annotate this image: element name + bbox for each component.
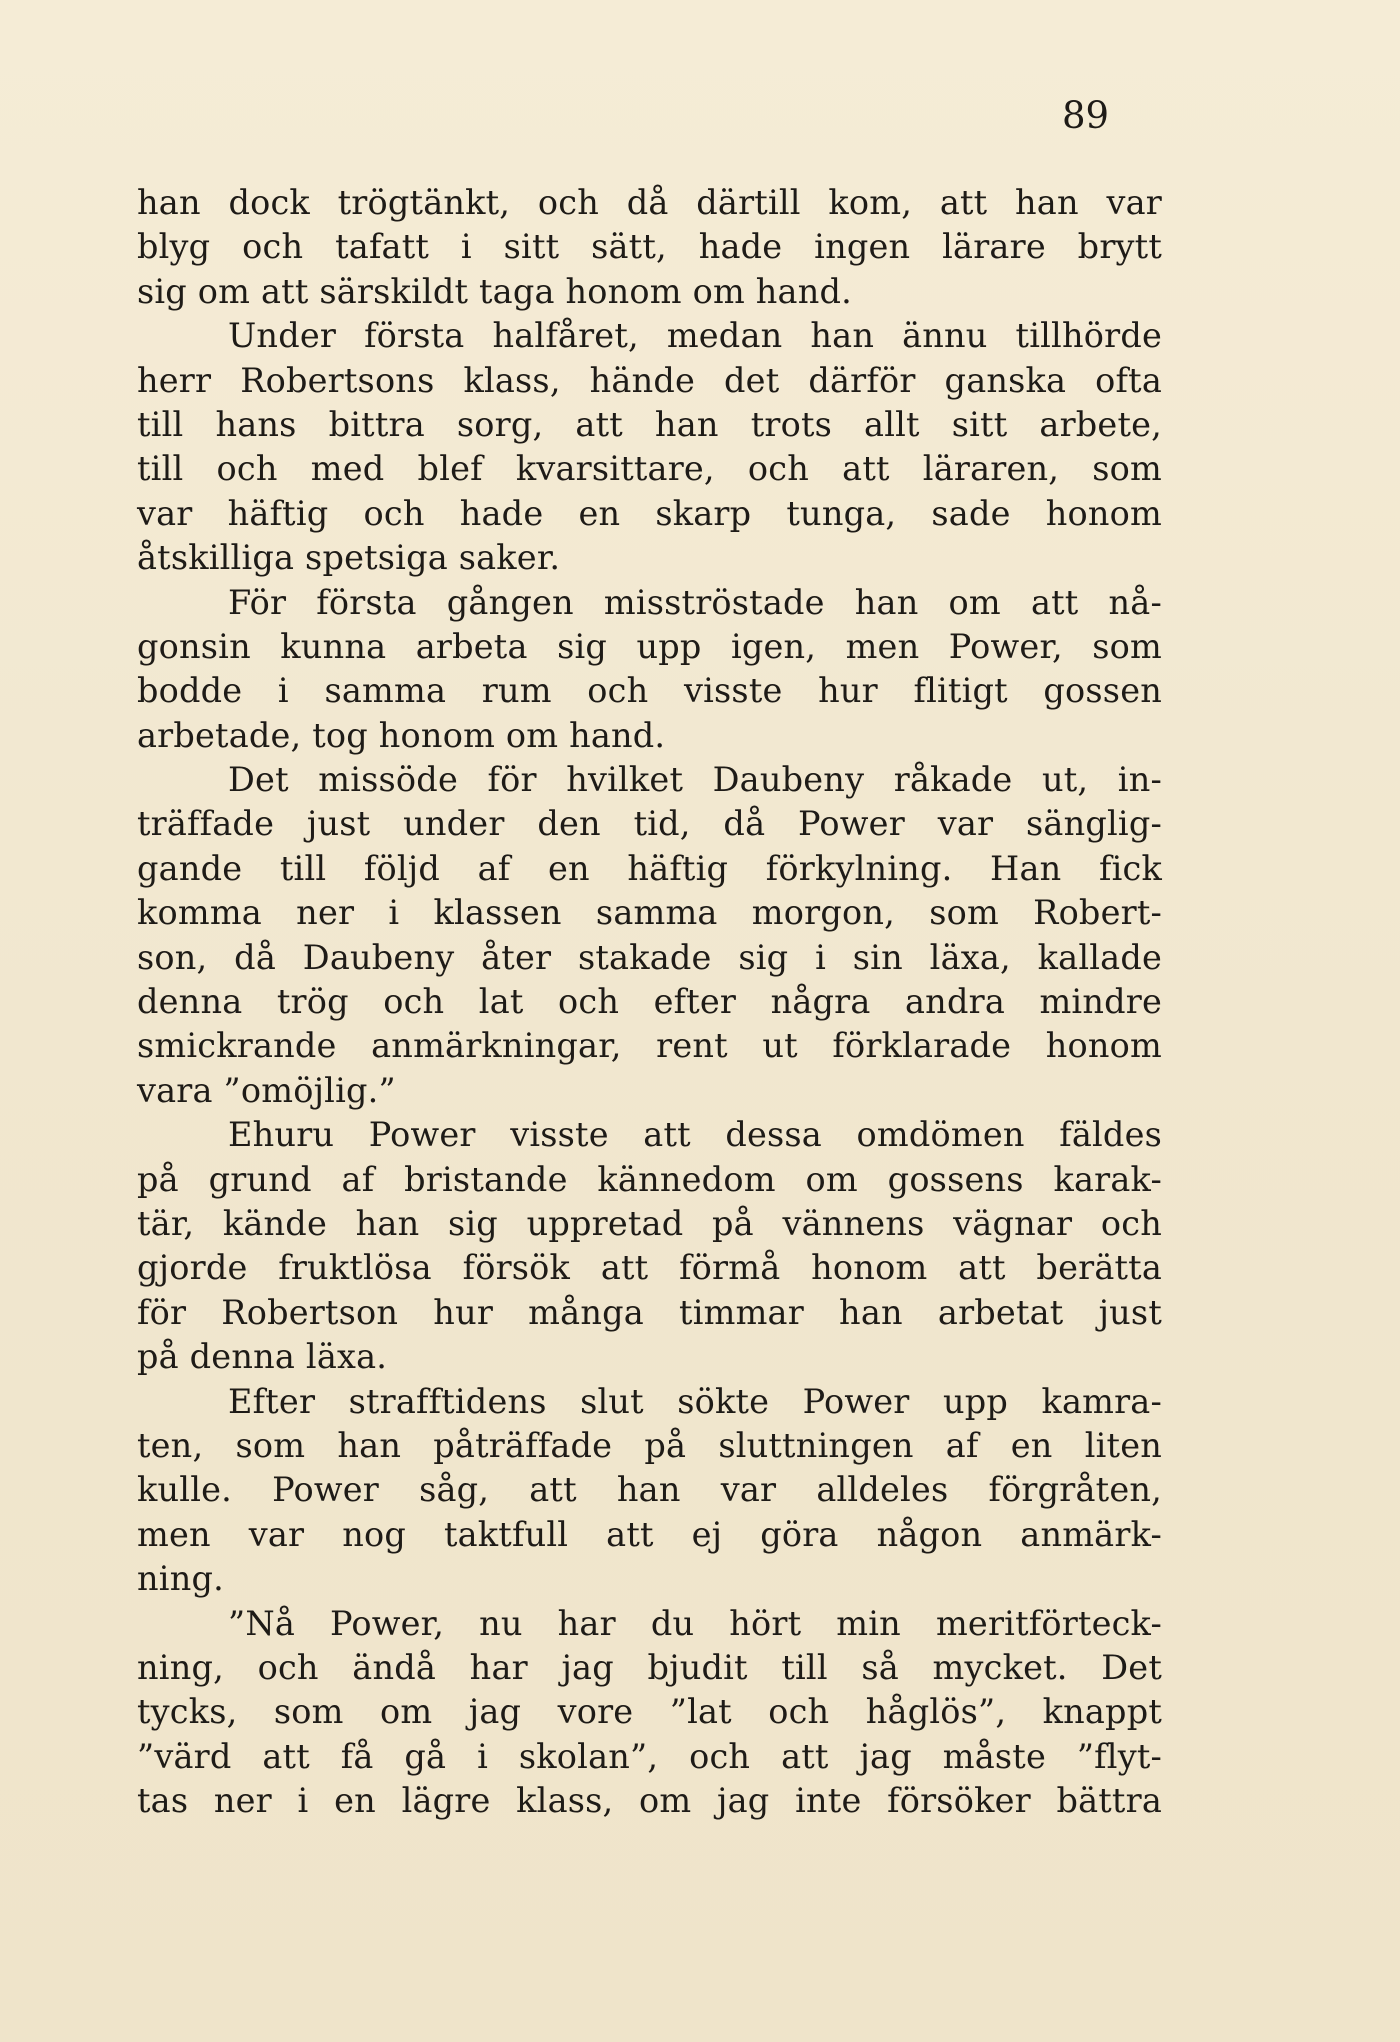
text-line: ”värd att få gå i skolan”, och att jag måste ”flyt-: [137, 1736, 1162, 1776]
text-line: ning, och ändå har jag bjudit till så mycket. Det: [137, 1647, 1162, 1687]
text-line: tycks, som om jag vore ”lat och håglös”, knappt: [137, 1692, 1162, 1732]
text-line: träffade just under den tid, då Power var sänglig-: [137, 804, 1162, 844]
text-line: ten, som han påträffade på sluttningen af en liten: [137, 1425, 1162, 1465]
text-line: son, då Daubeny åter stakade sig i sin läxa, kallade: [137, 937, 1162, 977]
text-line: denna trög och lat och efter några andra mindre: [137, 982, 1162, 1022]
text-line: kulle. Power såg, att han var alldeles förgråten,: [137, 1470, 1162, 1510]
text-line: på denna läxa.: [137, 1337, 388, 1377]
text-line: tas ner i en lägre klass, om jag inte försöker bättra: [137, 1781, 1162, 1821]
text-line: arbetade, tog honom om hand.: [137, 715, 666, 755]
text-line: ning.: [137, 1559, 224, 1599]
text-line: bodde i samma rum och visste hur flitigt gossen: [137, 671, 1162, 711]
text-line: blyg och tafatt i sitt sätt, hade ingen lärare brytt: [137, 227, 1162, 267]
body-text: [137, 181, 1162, 1823]
text-line: Ehuru Power visste att dessa omdömen fäldes: [228, 1115, 1162, 1155]
text-line: gonsin kunna arbeta sig upp igen, men Power, som: [137, 626, 1162, 666]
text-line: Det missöde för hvilket Daubeny råkade ut, in-: [228, 760, 1162, 800]
text-line: men var nog taktfull att ej göra någon anmärk-: [137, 1514, 1162, 1554]
text-line: till och med blef kvarsittare, och att läraren, som: [137, 449, 1162, 489]
text-line: för Robertson hur många timmar han arbetat just: [137, 1292, 1162, 1332]
text-line: åtskilliga spetsiga saker.: [137, 538, 561, 578]
text-line: komma ner i klassen samma morgon, som Robert-: [137, 893, 1162, 933]
page-number: 89: [1062, 94, 1110, 137]
text-line: till hans bittra sorg, att han trots allt sitt arbete,: [137, 404, 1162, 444]
text-line: För första gången misströstade han om att nå-: [228, 582, 1162, 622]
text-line: vara ”omöjlig.”: [137, 1070, 396, 1110]
text-line: på grund af bristande kännedom om gossens karak-: [137, 1159, 1162, 1199]
text-line: sig om att särskildt taga honom om hand.: [137, 271, 852, 311]
text-line: Under första halfåret, medan han ännu tillhörde: [228, 316, 1162, 356]
text-line: tär, kände han sig uppretad på vännens vägnar och: [137, 1203, 1162, 1243]
text-line: gande till följd af en häftig förkylning. Han fick: [137, 848, 1162, 888]
text-line: var häftig och hade en skarp tunga, sade honom: [137, 493, 1162, 533]
text-line: ”Nå Power, nu har du hört min meritförteck-: [228, 1603, 1162, 1643]
text-line: Efter strafftidens slut sökte Power upp kamra-: [228, 1381, 1162, 1421]
text-line: smickrande anmärkningar, rent ut förklarade honom: [137, 1026, 1162, 1066]
text-line: gjorde fruktlösa försök att förmå honom att berätta: [137, 1248, 1162, 1288]
text-line: han dock trögtänkt, och då därtill kom, att han var: [137, 183, 1162, 222]
text-line: herr Robertsons klass, hände det därför ganska ofta: [137, 360, 1162, 400]
